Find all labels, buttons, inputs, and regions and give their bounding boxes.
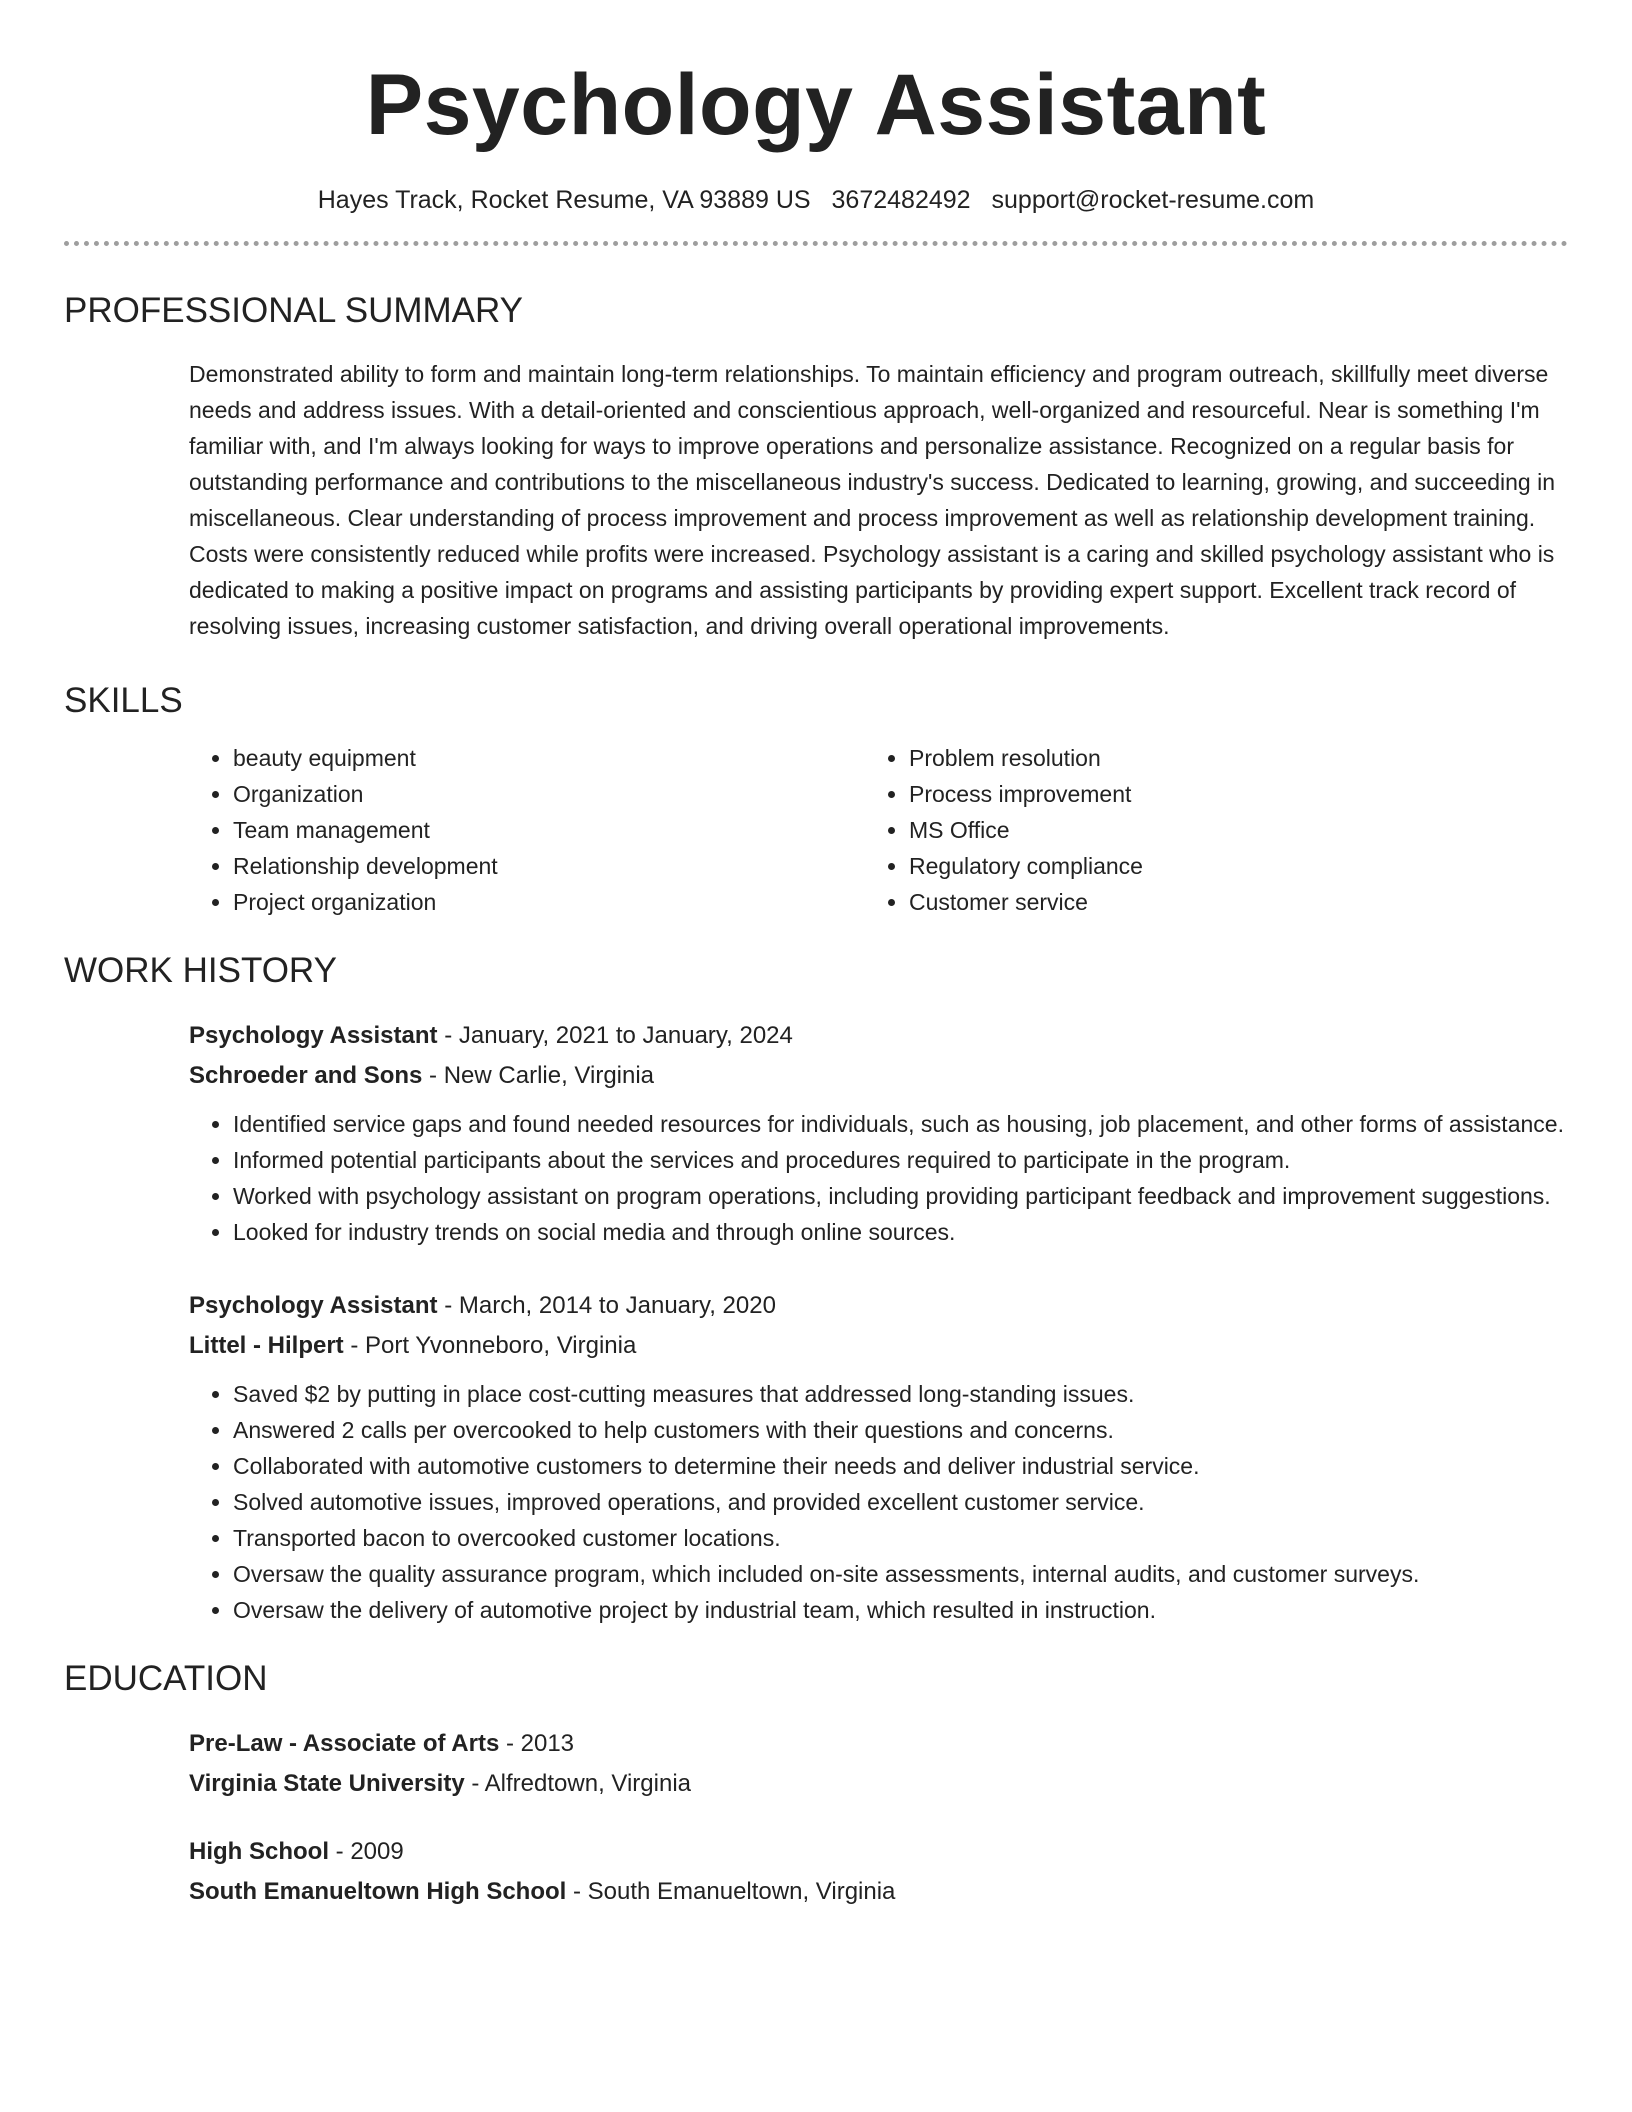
list-item: • Oversaw the delivery of automotive project by industrial team, which resulted in instruction. xyxy=(233,1592,1568,1628)
skills-list-left xyxy=(189,740,865,920)
job-role: Psychology Assistant xyxy=(189,1292,438,1319)
header-divider xyxy=(64,241,1568,246)
education-year: - 2013 xyxy=(499,1730,575,1757)
education-degree-line xyxy=(189,1832,1568,1872)
education-section xyxy=(64,1658,1568,1912)
job-entry xyxy=(64,1286,1568,1628)
list-item: • Looked for industry trends on social media and through online sources. xyxy=(233,1214,1568,1250)
skill-item: • Team management xyxy=(233,812,865,848)
skills-section xyxy=(64,680,1568,920)
job-bullets xyxy=(189,1106,1568,1250)
list-item: • Answered 2 calls per overcooked to help customers with their questions and concerns. xyxy=(233,1412,1568,1448)
list-item: • Solved automotive issues, improved operations, and provided excellent customer service. xyxy=(233,1484,1568,1520)
job-dates: - January, 2021 to January, 2024 xyxy=(437,1022,793,1049)
contact-line xyxy=(64,186,1568,215)
skill-item: • Process improvement xyxy=(909,776,1143,812)
skill-item: • Project organization xyxy=(233,884,865,920)
job-company: Littel - Hilpert xyxy=(189,1332,344,1359)
education-school-line xyxy=(189,1872,1568,1912)
work-section xyxy=(64,950,1568,1628)
list-item: • Transported bacon to overcooked customer locations. xyxy=(233,1520,1568,1556)
skill-item: • Organization xyxy=(233,776,865,812)
skill-item: • Customer service xyxy=(909,884,1143,920)
list-item: • Oversaw the quality assurance program, which included on-site assessments, internal audits, and customer surveys. xyxy=(233,1556,1568,1592)
education-year: - 2009 xyxy=(329,1838,404,1865)
list-item: • Informed potential participants about the services and procedures required to participate in the program. xyxy=(233,1142,1568,1178)
work-heading: WORK HISTORY xyxy=(64,951,337,990)
summary-heading: PROFESSIONAL SUMMARY xyxy=(64,291,523,330)
contact-email: support@rocket-resume.com xyxy=(991,186,1315,214)
education-degree-line xyxy=(189,1724,1568,1764)
education-school: Virginia State University xyxy=(189,1770,465,1797)
job-title-line xyxy=(189,1016,1568,1056)
job-company-line xyxy=(189,1326,1568,1366)
education-heading: EDUCATION xyxy=(64,1659,268,1698)
summary-section xyxy=(64,290,1568,644)
summary-text: Demonstrated ability to form and maintain long-term relationships. To maintain efficiency and program outreach, skillfully meet diverse needs and address issues. With a detail-oriented and conscientious approach, well-organized and resourceful. Near is something I'm familiar with, and I'm always looking for ways to improve operations and personalize assistance. Recognized on a regular basis for outstanding performance and contributions to the miscellaneous industry's success. Dedicated to learning, growing, and succeeding in miscellaneous. Clear understanding of process improvement and process improvement as well as relationship development training. Costs were consistently reduced while profits were increased. Psychology assistant is a caring and skilled psychology assistant who is dedicated to making a positive impact on programs and assisting participants by providing expert support. Excellent track record of resolving issues, increasing customer satisfaction, and driving overall operational improvements. xyxy=(189,361,1556,639)
education-school: South Emanueltown High School xyxy=(189,1878,567,1905)
skill-item: • Regulatory compliance xyxy=(909,848,1143,884)
list-item: • Saved $2 by putting in place cost-cutting measures that addressed long-standing issues. xyxy=(233,1376,1568,1412)
list-item: • Worked with psychology assistant on program operations, including providing participant feedback and improvement suggestions. xyxy=(233,1178,1568,1214)
skill-item: • Relationship development xyxy=(233,848,865,884)
job-company-line xyxy=(189,1056,1568,1096)
education-school-line xyxy=(189,1764,1568,1804)
skills-list-right xyxy=(865,740,1143,920)
skills-columns xyxy=(64,740,1568,920)
skill-item: • Problem resolution xyxy=(909,740,1143,776)
job-dates: - March, 2014 to January, 2020 xyxy=(437,1292,776,1319)
education-location: - Alfredtown, Virginia xyxy=(464,1770,692,1797)
list-item: • Identified service gaps and found needed resources for individuals, such as housing, job placement, and other forms of assistance. xyxy=(233,1106,1568,1142)
contact-phone: 3672482492 xyxy=(831,186,971,214)
skill-item: • beauty equipment xyxy=(233,740,865,776)
education-degree: Pre-Law - Associate of Arts xyxy=(189,1730,500,1757)
job-role: Psychology Assistant xyxy=(189,1022,438,1049)
job-location: - Port Yvonneboro, Virginia xyxy=(343,1332,637,1359)
education-entry xyxy=(64,1832,1568,1912)
skill-item: • MS Office xyxy=(909,812,1143,848)
job-title-line xyxy=(189,1286,1568,1326)
skills-heading: SKILLS xyxy=(64,681,183,720)
education-degree: High School xyxy=(189,1838,329,1865)
list-item: • Collaborated with automotive customers to determine their needs and deliver industrial service. xyxy=(233,1448,1568,1484)
job-entry xyxy=(64,1016,1568,1250)
job-location: - New Carlie, Virginia xyxy=(422,1062,655,1089)
education-entry xyxy=(64,1724,1568,1804)
job-company: Schroeder and Sons xyxy=(189,1062,423,1089)
education-location: - South Emanueltown, Virginia xyxy=(566,1878,896,1905)
job-bullets xyxy=(189,1376,1568,1628)
contact-address: Hayes Track, Rocket Resume, VA 93889 US xyxy=(317,186,811,214)
candidate-name: Psychology Assistant xyxy=(365,57,1267,153)
